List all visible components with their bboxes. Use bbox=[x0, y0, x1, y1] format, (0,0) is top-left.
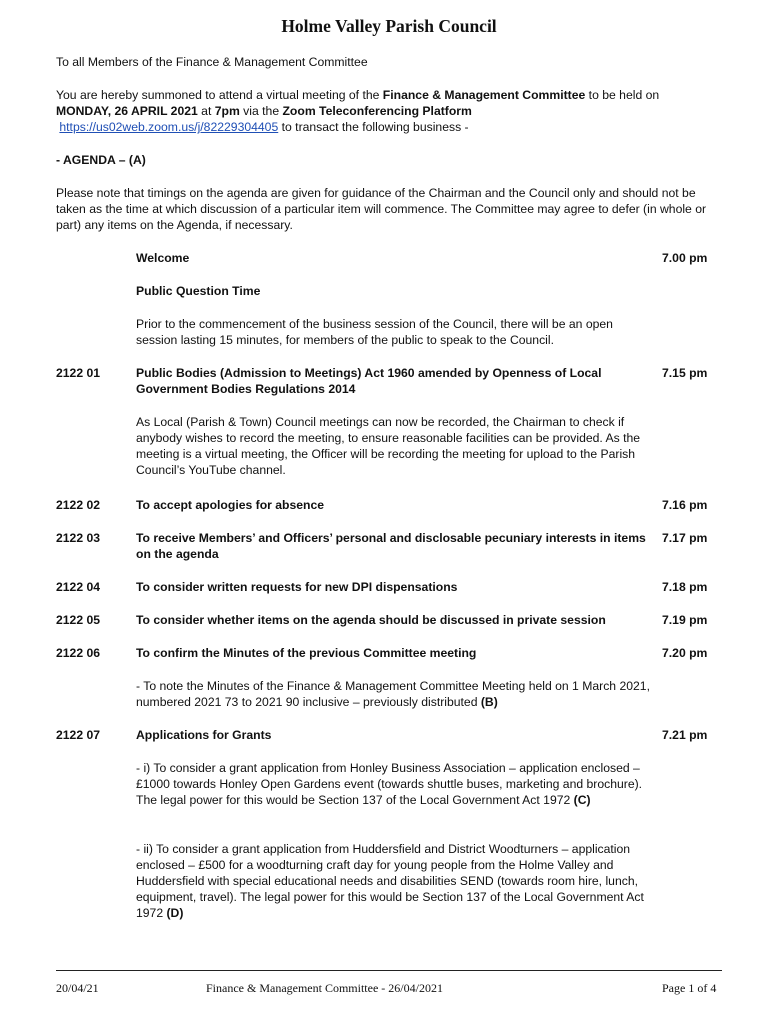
agenda-item-title: Applications for Grants bbox=[136, 728, 272, 742]
agenda-item-description: Prior to the commencement of the business session of the Council, there will be an open session lasting 15 minutes, for members of the public to speak to the Council. bbox=[136, 317, 613, 347]
agenda-item-title: To receive Members’ and Officers’ personal and disclosable pecuniary interests in items on the agenda bbox=[136, 531, 646, 561]
agenda-item-time: 7.15 pm bbox=[662, 366, 708, 380]
agenda-item-title: Public Bodies (Admission to Meetings) Act 1960 amended by Openness of Local Government Bodies Regulations 2014 bbox=[136, 366, 602, 396]
agenda-item-description: - To note the Minutes of the Finance & Management Committee Meeting held on 1 March 2021, numbered 2021 73 to 2021 90 inclusive – previously distributed (B) bbox=[136, 679, 650, 709]
agenda-item-time: 7.00 pm bbox=[662, 251, 708, 265]
enclosure-ref: (C) bbox=[573, 793, 591, 807]
timing-note: Please note that timings on the agenda are given for guidance of the Chairman and the Council only and should not be taken as the time at which discussion of a particular item will commence. The Committee may agree to defer (in whole or part) any items on the Agenda, if necessary. bbox=[56, 186, 707, 232]
footer-divider bbox=[56, 970, 722, 971]
agenda-item-title: To consider whether items on the agenda should be discussed in private session bbox=[136, 613, 606, 627]
agenda-sub-item: - i) To consider a grant application from Honley Business Association – application enclosed – £1000 towards Honley Open Gardens event (towards shuttle buses, marketing and brochure). The legal power for this would be Section 137 of the Local Government Act 1972 (C) bbox=[136, 761, 643, 807]
summons-paragraph: You are hereby summoned to attend a virtual meeting of the Finance & Management Committee to be held on MONDAY, 26 APRIL 2021 at 7pm via the Zoom Teleconferencing Platform https://us02web.zoom.us/j/82229304405 to transact the following business - bbox=[56, 88, 660, 134]
footer-date: 20/04/21 bbox=[56, 981, 99, 995]
enclosure-ref: (B) bbox=[480, 695, 498, 709]
agenda-item-number: 2122 02 bbox=[56, 498, 101, 512]
agenda-item-time: 7.19 pm bbox=[662, 613, 708, 627]
enclosure-ref: (D) bbox=[166, 906, 184, 920]
agenda-item-number: 2122 07 bbox=[56, 728, 101, 742]
agenda-item-time: 7.21 pm bbox=[662, 728, 708, 742]
agenda-item-number: 2122 06 bbox=[56, 646, 101, 660]
agenda-item-time: 7.20 pm bbox=[662, 646, 708, 660]
agenda-item-title: To accept apologies for absence bbox=[136, 498, 325, 512]
agenda-item-title: To consider written requests for new DPI dispensations bbox=[136, 580, 458, 594]
agenda-item-title: Welcome bbox=[136, 251, 190, 265]
agenda-item-title: Public Question Time bbox=[136, 284, 261, 298]
agenda-item-number: 2122 04 bbox=[56, 580, 101, 594]
agenda-item-time: 7.17 pm bbox=[662, 531, 708, 545]
agenda-item-number: 2122 05 bbox=[56, 613, 101, 627]
meeting-time: 7pm bbox=[214, 104, 240, 118]
meeting-date: MONDAY, 26 APRIL 2021 bbox=[56, 104, 198, 118]
footer-title: Finance & Management Committee - 26/04/2021 bbox=[206, 981, 443, 995]
document-page bbox=[56, 0, 722, 1024]
meeting-platform: Zoom Teleconferencing Platform bbox=[282, 104, 472, 118]
agenda-item-number: 2122 01 bbox=[56, 366, 101, 380]
agenda-item-title: To confirm the Minutes of the previous Committee meeting bbox=[136, 646, 477, 660]
agenda-item-time: 7.16 pm bbox=[662, 498, 708, 512]
agenda-item-time: 7.18 pm bbox=[662, 580, 708, 594]
agenda-item-number: 2122 03 bbox=[56, 531, 101, 545]
page-number: Page 1 of 4 bbox=[662, 981, 717, 995]
page-title: Holme Valley Parish Council bbox=[281, 16, 497, 36]
addressee: To all Members of the Finance & Management Committee bbox=[56, 55, 368, 69]
agenda-sub-item: - ii) To consider a grant application from Huddersfield and District Woodturners – application enclosed – £500 for a woodturning craft day for young people from the Holme Valley and Huddersfield with special educational needs and disabilities SEND (towards room hire, lunch, equipment, travel). The legal power for this would be Section 137 of the Local Government Act 1972 (D) bbox=[136, 842, 644, 920]
zoom-link[interactable]: https://us02web.zoom.us/j/82229304405 bbox=[59, 120, 279, 134]
committee-name: Finance & Management Committee bbox=[382, 88, 586, 102]
agenda-item-description: As Local (Parish & Town) Council meetings can now be recorded, the Chairman to check if anybody wishes to record the meeting, to ensure reasonable facilities can be provided. As the meeting is a virtual meeting, the Officer will be recording the meeting for upload to the Parish Council’s YouTube channel. bbox=[136, 415, 641, 477]
agenda-heading: - AGENDA – (A) bbox=[56, 153, 146, 167]
